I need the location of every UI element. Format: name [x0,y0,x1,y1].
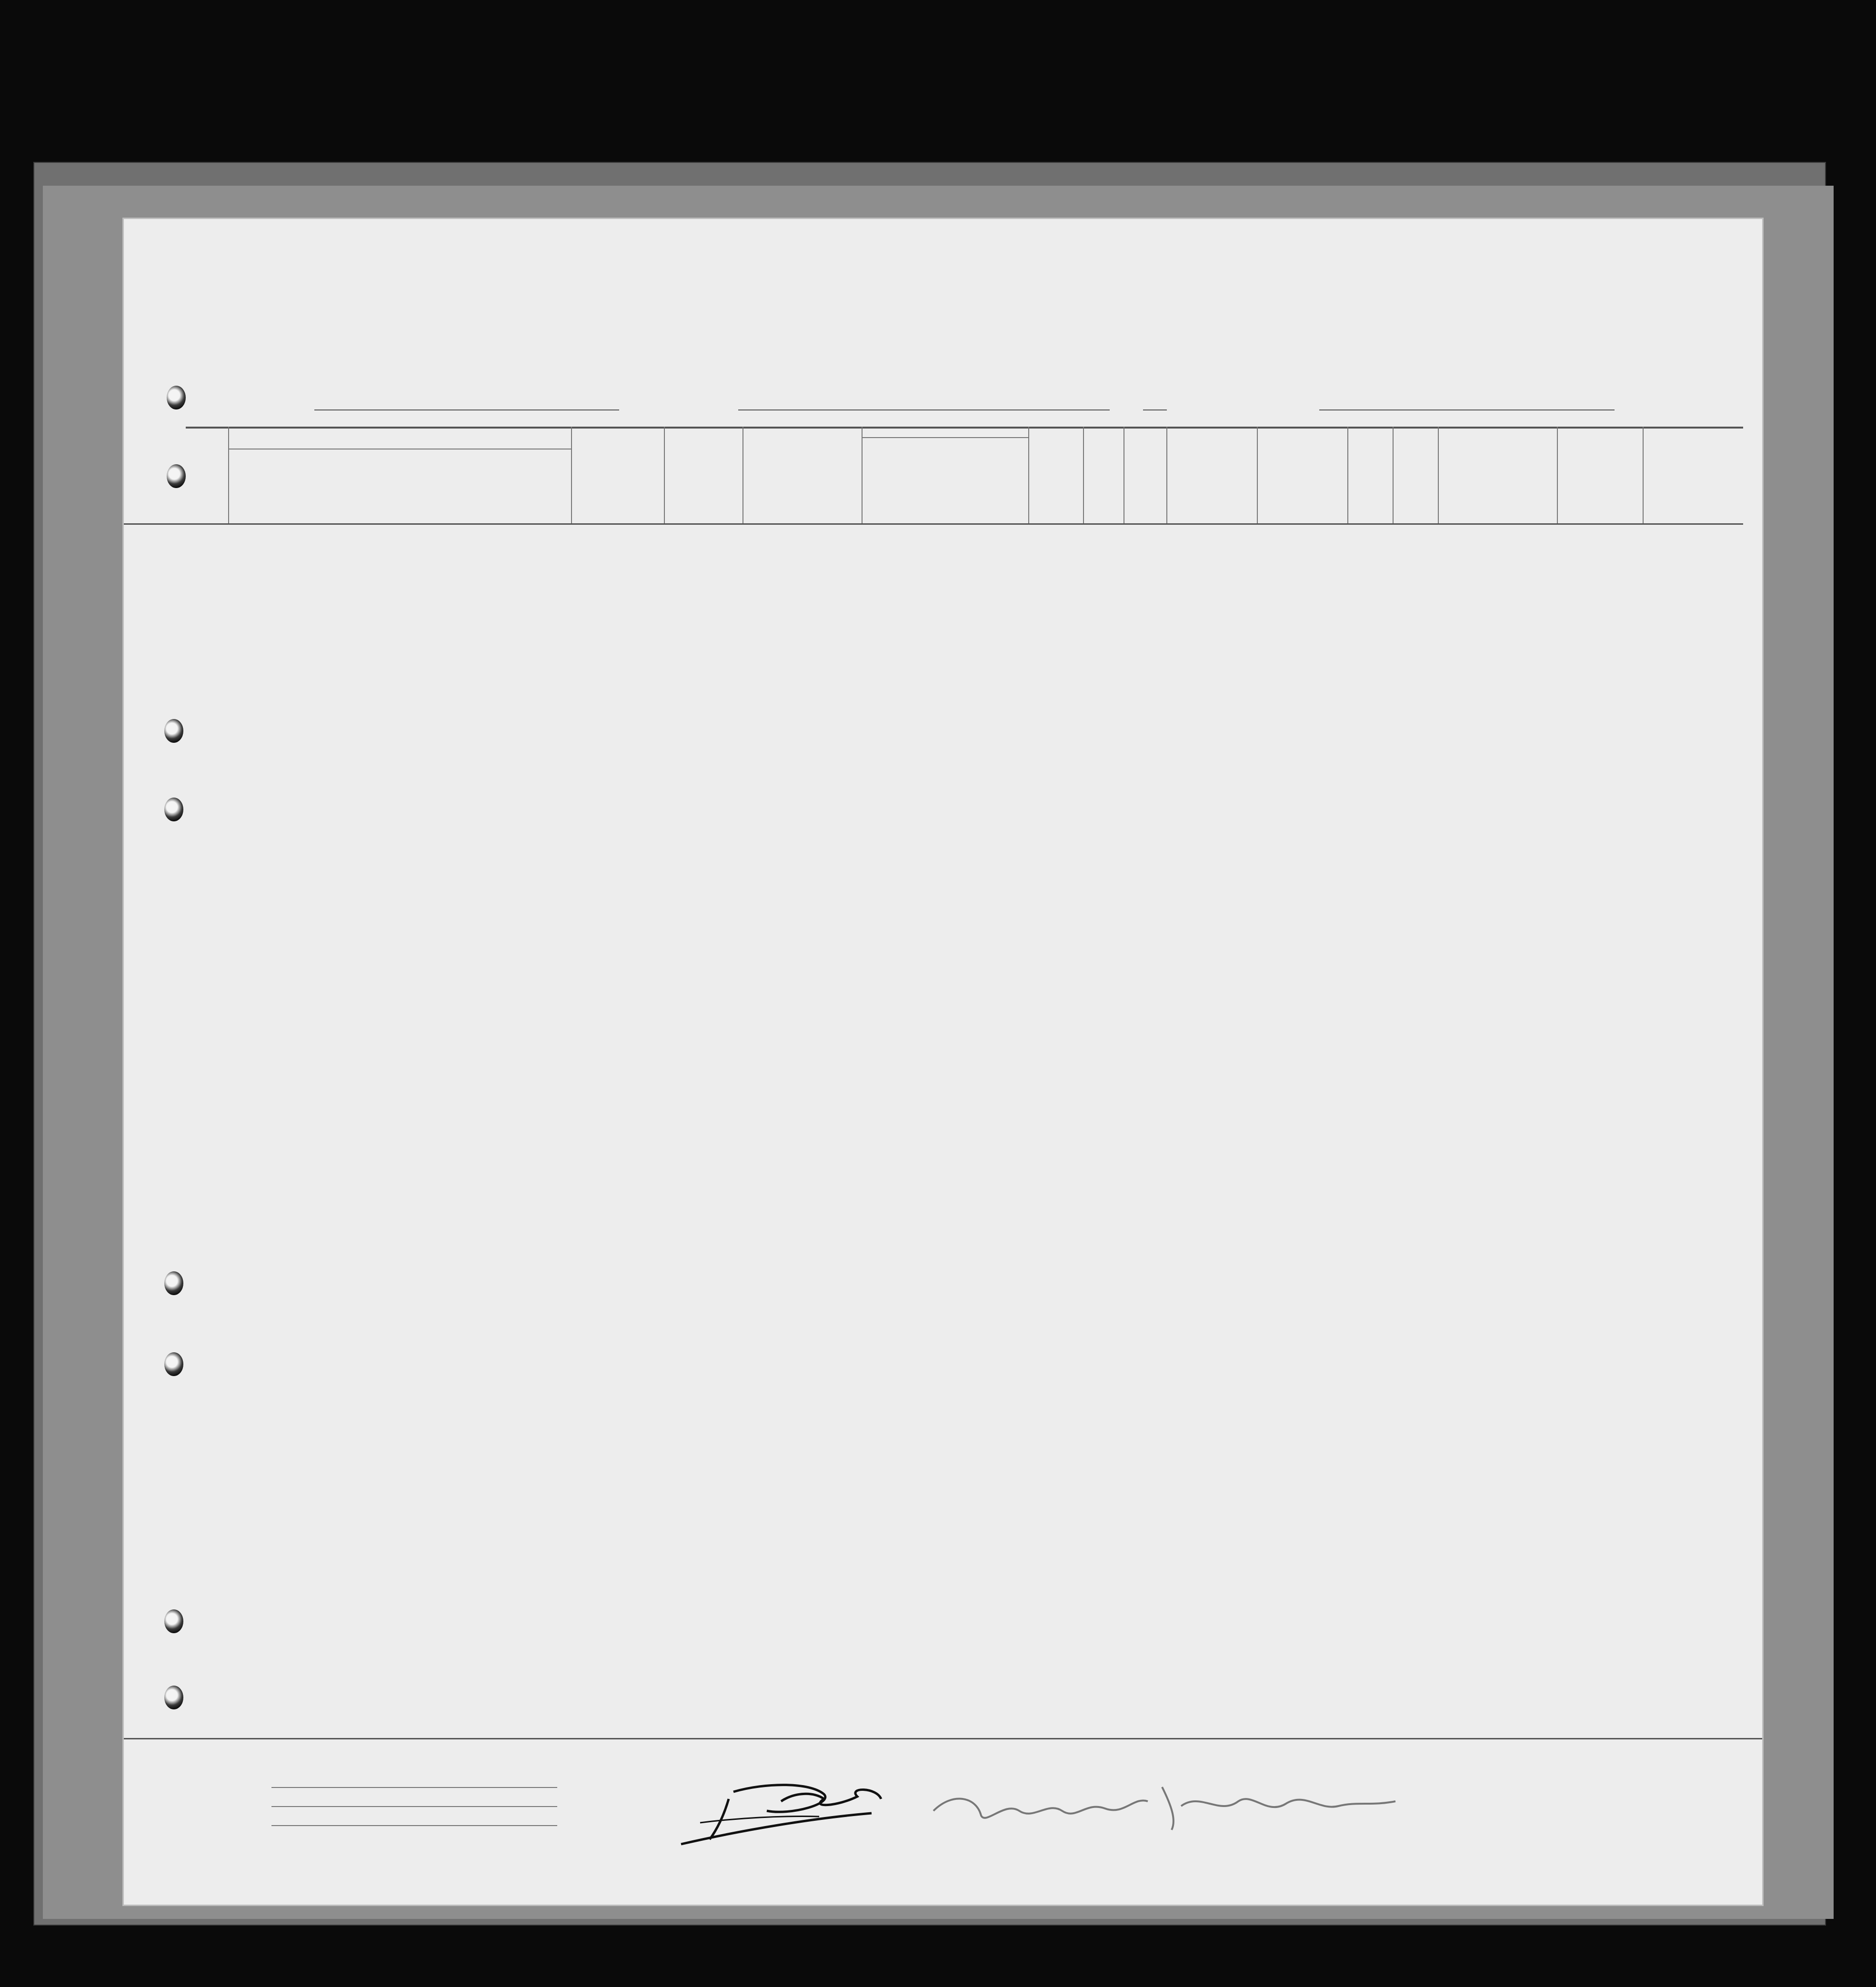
footer [124,1738,1762,1901]
inspector-signature [924,1773,1410,1839]
agents-underline [271,1825,557,1826]
line-underline [271,1787,557,1788]
owners-underline [271,1806,557,1807]
manifest-page [124,219,1762,1905]
card-column-strokes [124,219,1762,1905]
